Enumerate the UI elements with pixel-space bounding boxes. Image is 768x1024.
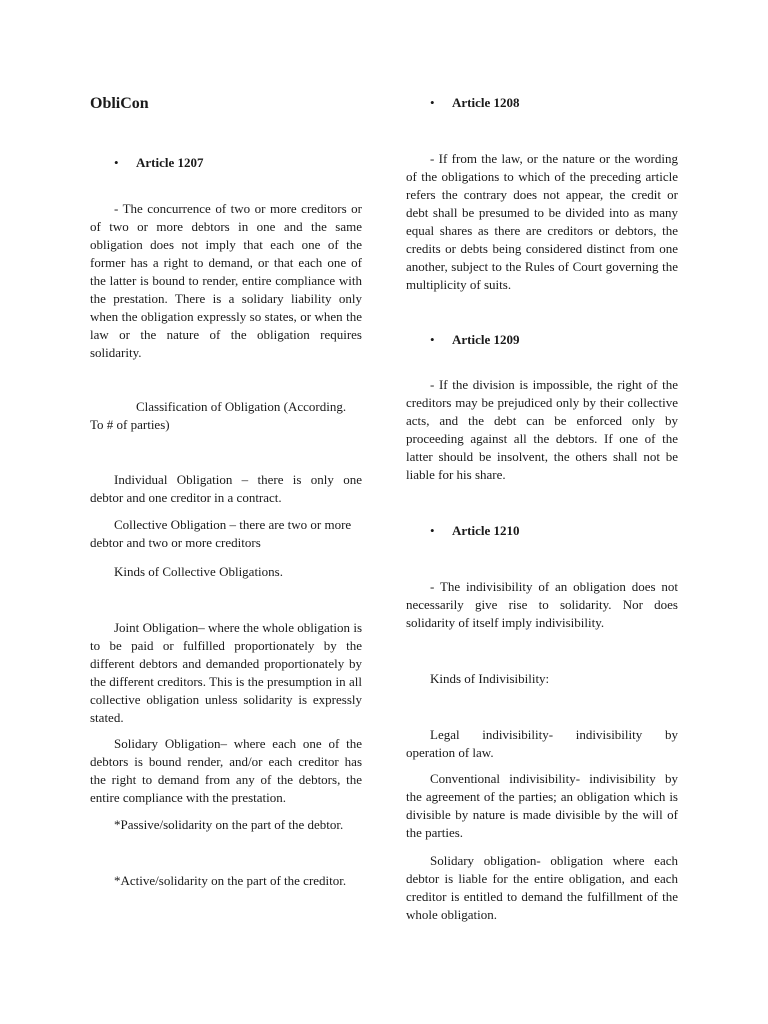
article-label: Article 1210 xyxy=(452,523,520,538)
document-title: ObliCon xyxy=(90,95,149,112)
bullet: • xyxy=(114,155,119,170)
legal-word: indivisibility xyxy=(575,727,643,742)
kinds-indivisibility-heading: Kinds of Indivisibility: xyxy=(430,671,550,686)
joint-obligation: Joint Obligation– where the whole obligation is to be paid or fulfilled proportionately by the different debtors and demanded proportionately by the different creditors. This is the presumption in all collective obligation unless solidarity is expressly stated. xyxy=(90,620,362,725)
bullet: • xyxy=(430,95,435,110)
solidary-obligation: Solidary Obligation– where each one of the debtors is bound render, and/or each creditor has the right to demand from any of the debtors, the entire compliance with the prestation. xyxy=(90,736,362,805)
article-1210-heading xyxy=(406,522,678,540)
collective-obligation: Collective Obligation – there are two or more debtor and two or more creditors xyxy=(90,517,352,550)
article-1208-text: - If from the law, or the nature or the wording of the obligations to which of the preceding article refers the contrary does not appear, the credit or debt shall be presumed to be divided into as many equal shares as there are creditors or debtors, the credits or debts being considered distinct from one another, subject to the Rules of Court governing the multiplicity of suits. xyxy=(406,151,678,292)
legal-word: Legal xyxy=(430,727,460,742)
article-label: Article 1208 xyxy=(452,95,520,110)
bullet: • xyxy=(430,332,435,347)
solidary-obligation-definition: Solidary obligation- obligation where each debtor is liable for the entire obligation, and each creditor is entitled to demand the fulfillment of the whole obligation. xyxy=(406,853,678,922)
article-1207-heading xyxy=(90,154,362,172)
conventional-indivisibility: Conventional indivisibility- indivisibility by the agreement of the parties; an obligation which is divisible by nature is made divisible by the will of the parties. xyxy=(406,771,678,840)
article-1209-heading xyxy=(406,331,678,349)
passive-solidarity: *Passive/solidarity on the part of the debtor. xyxy=(114,817,344,832)
legal-word: by xyxy=(664,727,678,742)
kinds-collective-heading: Kinds of Collective Obligations. xyxy=(114,564,283,579)
legal-indivisibility xyxy=(406,726,678,762)
article-1209-text: - If the division is impossible, the right of the creditors may be prejudiced only by their collective acts, and the debt can be enforced only by proceeding against all the debtors. If one of the latter should be insolvent, the others shall not be liable for his share. xyxy=(406,377,678,482)
bullet: • xyxy=(430,523,435,538)
classification-heading: Classification of Obligation (According. To # of parties) xyxy=(90,399,347,432)
article-1207-text: - The concurrence of two or more creditors or of two or more debtors in one and the same obligation does not imply that each one of the former has a right to demand, or that each one of the latter is bound to render, entire compliance with the prestation. There is a solidary liability only when the obligation expressly so states, or when the law or the nature of the obligation requires solidarity. xyxy=(90,201,362,360)
individual-obligation: Individual Obligation – there is only one debtor and one creditor in a contract. xyxy=(90,472,362,505)
article-label: Article 1207 xyxy=(136,155,204,170)
article-label: Article 1209 xyxy=(452,332,520,347)
legal-continuation: operation of law. xyxy=(406,745,494,760)
article-1208-heading xyxy=(406,94,678,112)
active-solidarity: *Active/solidarity on the part of the creditor. xyxy=(114,873,347,888)
article-1210-text: - The indivisibility of an obligation does not necessarily give rise to solidarity. Nor does solidarity of itself imply indivisibility. xyxy=(406,579,678,630)
legal-word: indivisibility- xyxy=(482,727,554,742)
